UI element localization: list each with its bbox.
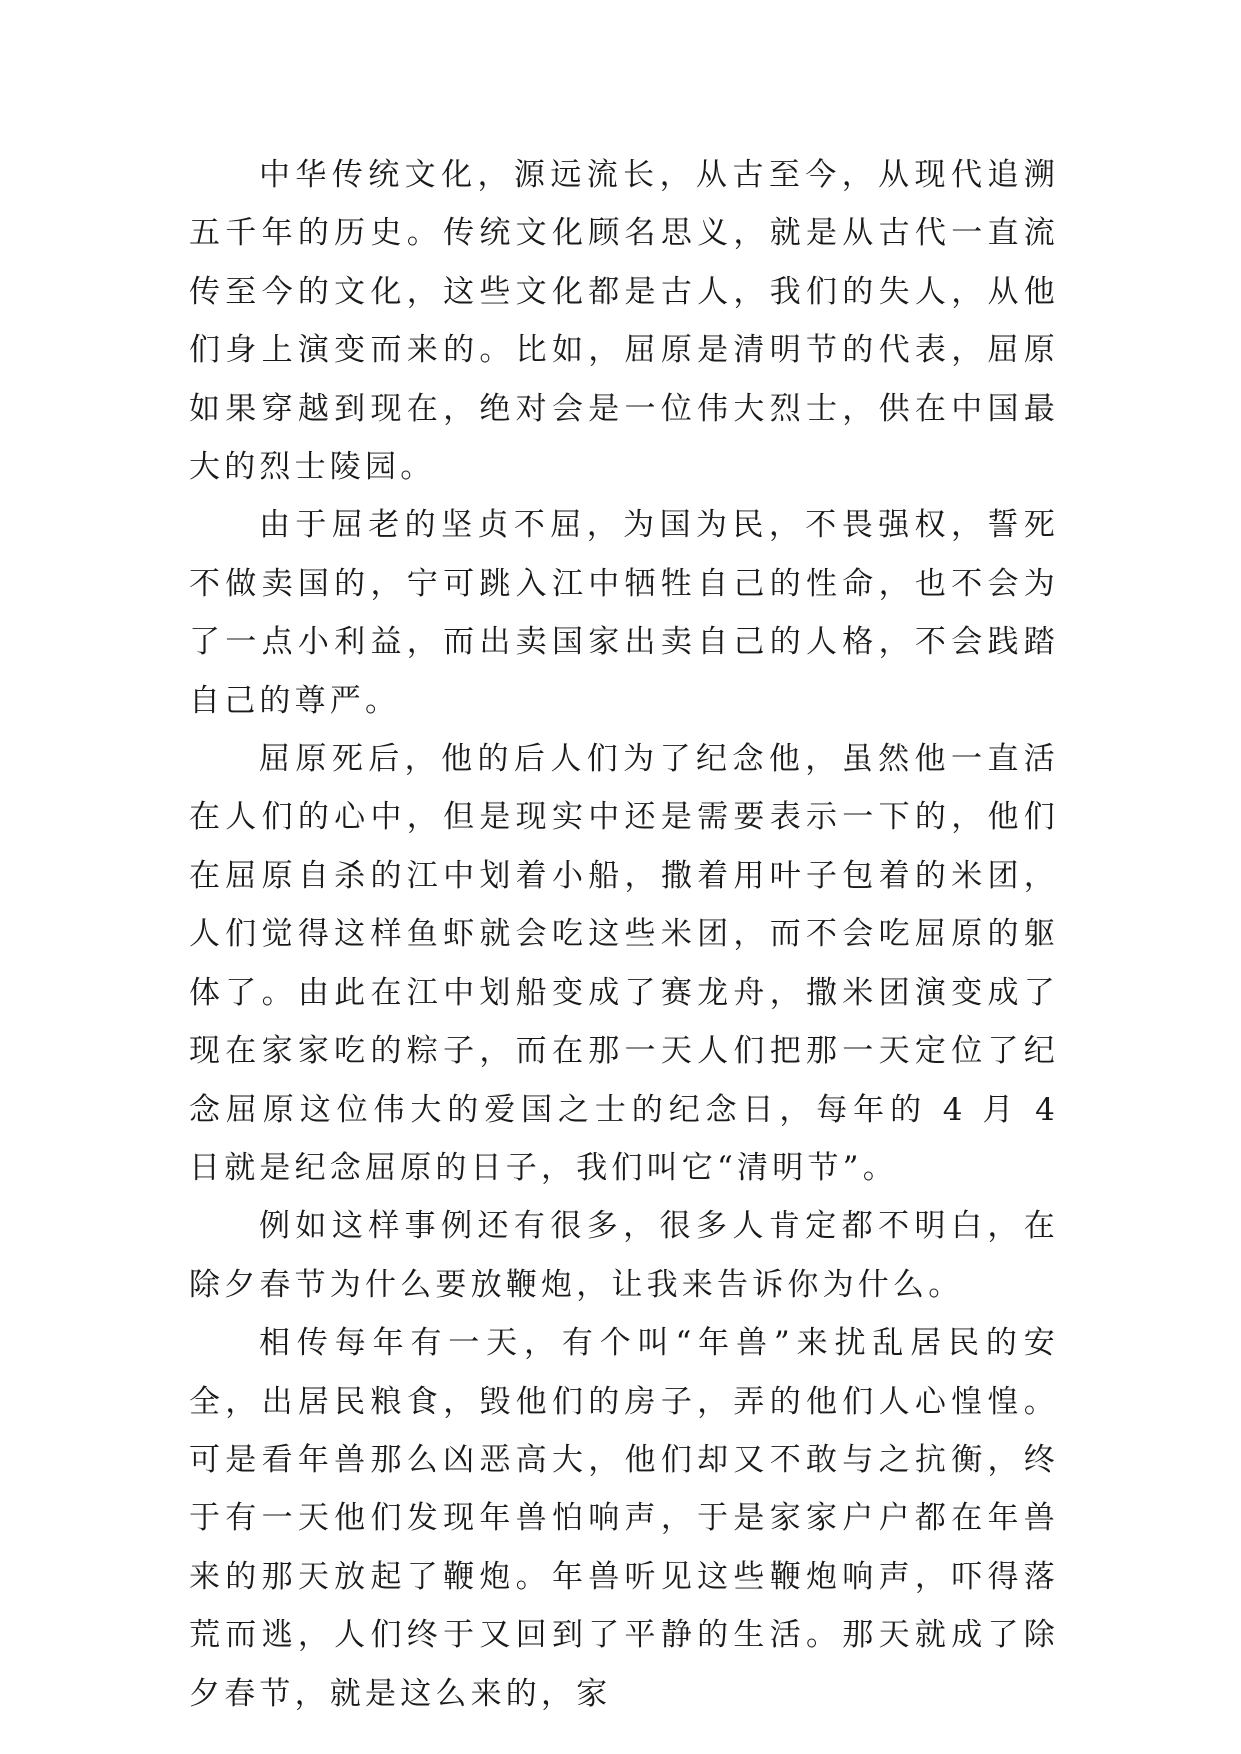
paragraph-3: 屈原死后，他的后人们为了纪念他，虽然他一直活在人们的心中，但是现实中还是需要表示一下的，他们在屈原自杀的江中划着小船，撒着用叶子包着的米团，人们觉得这样鱼虾就会吃这些米团，而不会吃屈原的躯体了。由此在江中划船变成了赛龙舟，撒米团演变成了现在家家吃的粽子，而在那一天人们把那一天定位了纪念屈原这位伟大的爱国之士的纪念日，每年的 4 月 4 日就是纪念屈原的日子，我们叫它“清明节”。 [189,741,1059,1186]
paragraph-1: 中华传统文化，源远流长，从古至今，从现代追溯五千年的历史。传统文化顾名思义，就是从古代一直流传至今的文化，这些文化都是古人，我们的失人，从他们身上演变而来的。比如，屈原是清明节的代表，屈原如果穿越到现在，绝对会是一位伟大烈士，供在中国最大的烈士陵园。 [189,157,1059,486]
document-body [189,146,1059,1723]
paragraph-4: 例如这样事例还有很多，很多人肯定都不明白，在除夕春节为什么要放鞭炮，让我来告诉你为什么。 [189,1208,1059,1303]
paragraph-5: 相传每年有一天，有个叫“年兽”来扰乱居民的安全，出居民粮食，毁他们的房子，弄的他们人心惶惶。可是看年兽那么凶恶高大，他们却又不敢与之抗衡，终于有一天他们发现年兽怕响声，于是家家户户都在年兽来的那天放起了鞭炮。年兽听见这些鞭炮响声，吓得落荒而逃，人们终于又回到了平静的生活。那天就成了除夕春节，就是这么来的，家 [189,1325,1059,1712]
paragraph-2: 由于屈老的坚贞不屈，为国为民，不畏强权，誓死不做卖国的，宁可跳入江中牺牲自己的性命，也不会为了一点小利益，而出卖国家出卖自己的人格，不会践踏自己的尊严。 [189,507,1059,719]
